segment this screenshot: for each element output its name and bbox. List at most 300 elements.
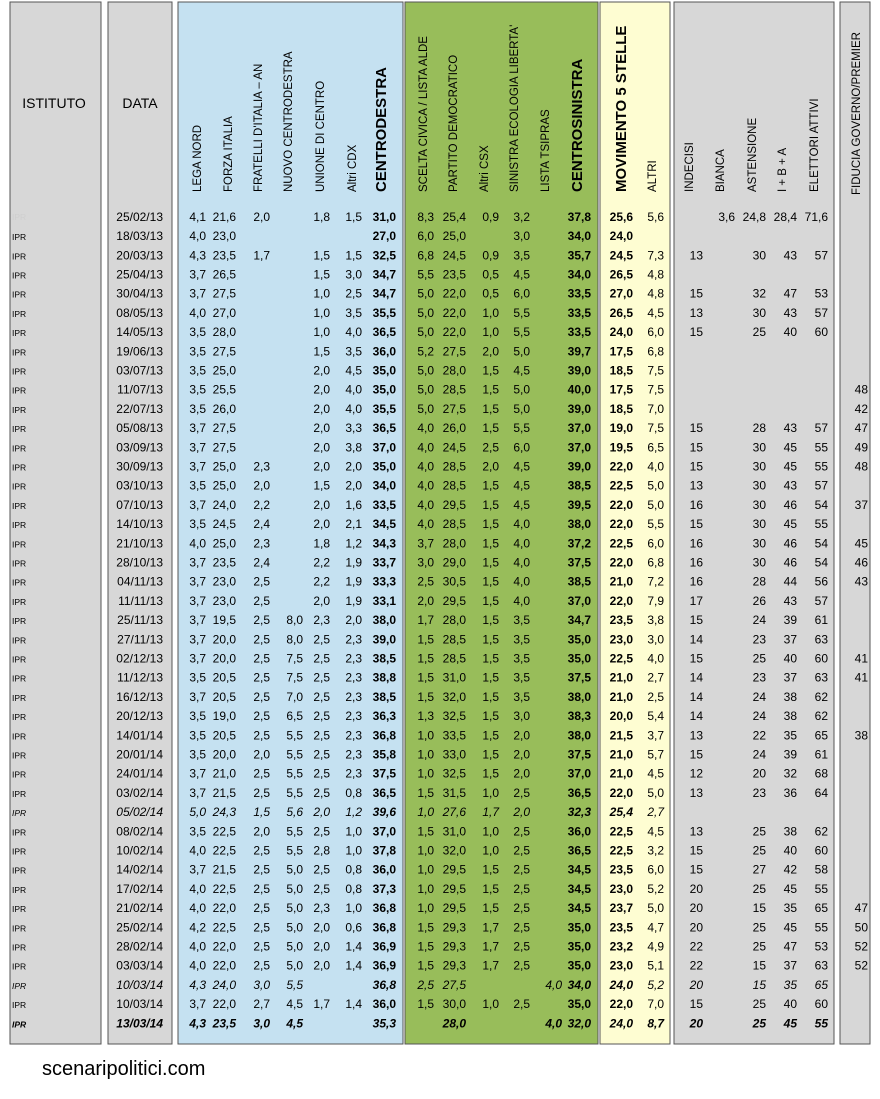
cell-istituto: IPR (12, 481, 27, 492)
cell-data: 25/02/14 (116, 920, 163, 935)
cell-elettori-attivi: 63 (814, 632, 828, 647)
header-bianca: BIANCA (715, 149, 727, 192)
cell-unione-di-centro: 2,5 (313, 728, 330, 743)
cell-elettori-attivi: 62 (814, 824, 828, 839)
cell-elettori-attivi: 61 (814, 613, 828, 628)
cell-unione-di-centro: 2,0 (313, 382, 330, 397)
cell-forza-italia: 20,0 (212, 651, 236, 666)
cell-altri-csx: 1,5 (482, 536, 499, 551)
cell-partito-democratico: 29,3 (442, 958, 466, 973)
cell-nuovo-centrodestra: 5,5 (286, 977, 303, 992)
cell-sel: 2,5 (513, 843, 530, 858)
cell-scelta-civica: 1,0 (417, 766, 434, 781)
cell-unione-di-centro: 2,5 (313, 632, 330, 647)
cell-altri-csx: 1,5 (482, 881, 499, 896)
cell-iba: 40 (783, 325, 797, 340)
cell-scelta-civica: 4,0 (417, 421, 434, 436)
cell-sel: 5,5 (513, 325, 530, 340)
cell-m5s: 18,5 (609, 401, 633, 416)
cell-altri-cdx: 0,6 (345, 920, 362, 935)
cell-altri-cdx: 1,6 (345, 497, 362, 512)
cell-forza-italia: 22,0 (212, 901, 236, 916)
cell-altri-cdx: 3,8 (345, 440, 362, 455)
cell-unione-di-centro: 2,5 (313, 689, 330, 704)
cell-sel: 2,5 (513, 920, 530, 935)
cell-centrosinistra: 37,0 (567, 421, 591, 436)
cell-scelta-civica: 5,5 (417, 267, 434, 282)
cell-centrosinistra: 38,3 (567, 709, 591, 724)
cell-data: 03/09/13 (116, 440, 163, 455)
cell-centrodestra: 36,9 (372, 958, 396, 973)
cell-scelta-civica: 2,5 (417, 574, 434, 589)
cell-scelta-civica: 5,0 (417, 325, 434, 340)
cell-centrodestra: 34,7 (372, 267, 396, 282)
cell-lega-nord: 3,5 (189, 325, 206, 340)
cell-forza-italia: 24,3 (212, 805, 236, 820)
cell-altri-cdx: 0,8 (345, 862, 362, 877)
cell-fiducia: 48 (854, 382, 868, 397)
cell-altri-cdx: 4,0 (345, 325, 362, 340)
cell-partito-democratico: 27,5 (442, 344, 466, 359)
cell-indecisi: 20 (689, 901, 703, 916)
cell-istituto: IPR (12, 443, 27, 454)
cell-m5s: 25,4 (609, 805, 633, 820)
cell-istituto: IPR (12, 788, 27, 799)
cell-centrodestra: 35,0 (372, 382, 396, 397)
cell-centrosinistra: 35,0 (567, 939, 591, 954)
cell-unione-di-centro: 2,0 (313, 939, 330, 954)
cell-altri-csx: 1,7 (482, 920, 499, 935)
cell-iba: 35 (783, 728, 797, 743)
cell-iba: 37 (783, 670, 797, 685)
cell-fratelli-italia: 2,3 (253, 536, 270, 551)
cell-centrodestra: 39,6 (372, 805, 396, 820)
cell-istituto: IPR (12, 692, 27, 703)
cell-lega-nord: 4,0 (189, 958, 206, 973)
cell-fratelli-italia: 2,5 (253, 632, 270, 647)
cell-scelta-civica: 1,5 (417, 670, 434, 685)
cell-lega-nord: 3,7 (189, 997, 206, 1012)
cell-fratelli-italia: 2,2 (253, 497, 270, 512)
cell-altri-cdx: 1,0 (345, 824, 362, 839)
cell-nuovo-centrodestra: 5,5 (286, 747, 303, 762)
cell-altri: 7,2 (647, 574, 664, 589)
cell-forza-italia: 24,0 (212, 977, 236, 992)
cell-unione-di-centro: 2,5 (313, 766, 330, 781)
cell-elettori-attivi: 54 (814, 497, 828, 512)
cell-istituto: IPR (12, 923, 27, 934)
cell-partito-democratico: 28,0 (442, 613, 466, 628)
cell-astensione: 26 (752, 593, 766, 608)
cell-fratelli-italia: 2,4 (253, 555, 270, 570)
cell-altri-cdx: 1,2 (345, 536, 362, 551)
cell-astensione: 30 (752, 440, 766, 455)
cell-data: 16/12/13 (116, 689, 163, 704)
cell-altri: 6,5 (647, 440, 664, 455)
cell-indecisi: 14 (689, 670, 703, 685)
cell-scelta-civica: 6,8 (417, 248, 434, 263)
cell-sel: 2,5 (513, 958, 530, 973)
cell-unione-di-centro: 1,5 (313, 267, 330, 282)
cell-scelta-civica: 1,5 (417, 632, 434, 647)
cell-iba: 45 (783, 517, 797, 532)
cell-m5s: 18,5 (609, 363, 633, 378)
cell-partito-democratico: 31,5 (442, 785, 466, 800)
cell-elettori-attivi: 56 (814, 574, 828, 589)
cell-istituto: IPR (12, 289, 27, 300)
cell-m5s: 24,0 (609, 325, 633, 340)
cell-data: 21/10/13 (116, 536, 163, 551)
cell-elettori-attivi: 58 (814, 862, 828, 877)
cell-m5s: 22,5 (609, 536, 633, 551)
cell-sel: 6,0 (513, 440, 530, 455)
cell-centrosinistra: 36,5 (567, 843, 591, 858)
cell-centrosinistra: 40,0 (567, 382, 591, 397)
cell-centrodestra: 31,0 (372, 209, 396, 224)
cell-partito-democratico: 28,5 (442, 517, 466, 532)
cell-astensione: 27 (752, 862, 766, 877)
cell-centrosinistra: 39,5 (567, 497, 591, 512)
cell-data: 08/02/14 (116, 824, 163, 839)
cell-m5s: 23,5 (609, 920, 633, 935)
cell-forza-italia: 27,5 (212, 421, 236, 436)
cell-data: 03/02/14 (116, 785, 163, 800)
header-altri-csx: Altri CSX (479, 145, 491, 192)
cell-astensione: 24,8 (742, 209, 766, 224)
cell-altri-cdx: 4,5 (345, 363, 362, 378)
cell-centrodestra: 39,0 (372, 632, 396, 647)
cell-fratelli-italia: 2,5 (253, 651, 270, 666)
cell-forza-italia: 20,5 (212, 670, 236, 685)
cell-data: 14/05/13 (116, 325, 163, 340)
cell-istituto: IPR (12, 596, 27, 607)
cell-istituto: IPR (12, 520, 27, 531)
cell-centrosinistra: 37,0 (567, 440, 591, 455)
cell-elettori-attivi: 68 (814, 766, 828, 781)
cell-forza-italia: 26,5 (212, 267, 236, 282)
cell-altri: 7,5 (647, 363, 664, 378)
cell-data: 14/02/14 (116, 862, 163, 877)
cell-scelta-civica: 1,5 (417, 689, 434, 704)
cell-altri-csx: 2,0 (482, 344, 499, 359)
cell-partito-democratico: 24,5 (442, 440, 466, 455)
cell-sel: 4,0 (513, 517, 530, 532)
cell-forza-italia: 22,0 (212, 958, 236, 973)
cell-indecisi: 22 (689, 939, 703, 954)
cell-altri-csx: 0,5 (482, 286, 499, 301)
cell-m5s: 23,0 (609, 632, 633, 647)
cell-altri-csx: 1,5 (482, 709, 499, 724)
cell-centrodestra: 37,5 (372, 766, 396, 781)
cell-nuovo-centrodestra: 5,0 (286, 862, 303, 877)
cell-iba: 45 (783, 881, 797, 896)
cell-altri: 6,8 (647, 555, 664, 570)
cell-centrosinistra: 34,7 (567, 613, 591, 628)
cell-astensione: 25 (752, 1016, 766, 1031)
cell-data: 21/02/14 (116, 901, 163, 916)
cell-lega-nord: 3,7 (189, 651, 206, 666)
cell-scelta-civica: 1,0 (417, 728, 434, 743)
cell-elettori-attivi: 63 (814, 958, 828, 973)
cell-lega-nord: 3,7 (189, 593, 206, 608)
cell-centrosinistra: 39,0 (567, 401, 591, 416)
cell-nuovo-centrodestra: 5,0 (286, 881, 303, 896)
cell-data: 30/04/13 (116, 286, 163, 301)
cell-forza-italia: 23,5 (212, 555, 236, 570)
cell-unione-di-centro: 2,2 (313, 555, 330, 570)
cell-sel: 2,5 (513, 997, 530, 1012)
cell-centrodestra: 36,5 (372, 325, 396, 340)
cell-unione-di-centro: 2,0 (313, 517, 330, 532)
cell-unione-di-centro: 2,5 (313, 881, 330, 896)
cell-altri: 7,3 (647, 248, 664, 263)
cell-altri-csx: 1,0 (482, 824, 499, 839)
cell-altri-cdx: 1,9 (345, 574, 362, 589)
cell-istituto: IPR (12, 654, 27, 665)
cell-m5s: 19,0 (609, 421, 633, 436)
cell-sel: 3,5 (513, 613, 530, 628)
cell-partito-democratico: 28,5 (442, 632, 466, 647)
cell-altri: 5,0 (647, 785, 664, 800)
cell-scelta-civica: 1,0 (417, 805, 434, 820)
cell-centrosinistra: 37,0 (567, 766, 591, 781)
cell-lega-nord: 3,5 (189, 363, 206, 378)
cell-altri-csx: 1,5 (482, 651, 499, 666)
cell-istituto: IPR (12, 712, 27, 723)
cell-altri: 3,2 (647, 843, 664, 858)
cell-elettori-attivi: 53 (814, 286, 828, 301)
cell-unione-di-centro: 2,5 (313, 709, 330, 724)
cell-altri-csx: 1,5 (482, 382, 499, 397)
cell-fratelli-italia: 2,5 (253, 593, 270, 608)
cell-centrosinistra: 35,0 (567, 958, 591, 973)
header-nuovo-centrodestra: NUOVO CENTRODESTRA (283, 51, 295, 192)
cell-data: 30/09/13 (116, 459, 163, 474)
cell-scelta-civica: 1,5 (417, 785, 434, 800)
cell-partito-democratico: 29,3 (442, 939, 466, 954)
cell-forza-italia: 27,5 (212, 440, 236, 455)
cell-iba: 39 (783, 747, 797, 762)
cell-altri-csx: 1,0 (482, 785, 499, 800)
cell-data: 13/03/14 (116, 1016, 163, 1031)
cell-partito-democratico: 22,0 (442, 325, 466, 340)
cell-partito-democratico: 32,0 (442, 689, 466, 704)
cell-istituto: IPR (12, 750, 27, 761)
cell-fiducia: 42 (854, 401, 868, 416)
cell-forza-italia: 19,5 (212, 613, 236, 628)
cell-forza-italia: 22,5 (212, 881, 236, 896)
cell-scelta-civica: 1,5 (417, 920, 434, 935)
cell-elettori-attivi: 54 (814, 555, 828, 570)
cell-forza-italia: 21,5 (212, 785, 236, 800)
cell-scelta-civica: 1,7 (417, 613, 434, 628)
cell-unione-di-centro: 2,3 (313, 613, 330, 628)
cell-nuovo-centrodestra: 7,5 (286, 651, 303, 666)
cell-unione-di-centro: 2,5 (313, 747, 330, 762)
cell-altri-csx: 1,0 (482, 997, 499, 1012)
header-centrodestra: CENTRODESTRA (373, 66, 390, 192)
cell-centrosinistra: 37,0 (567, 593, 591, 608)
cell-indecisi: 13 (689, 785, 703, 800)
cell-data: 19/06/13 (116, 344, 163, 359)
cell-unione-di-centro: 1,8 (313, 536, 330, 551)
cell-unione-di-centro: 2,0 (313, 805, 330, 820)
cell-astensione: 28 (752, 421, 766, 436)
cell-data: 05/08/13 (116, 421, 163, 436)
cell-altri-csx: 0,5 (482, 267, 499, 282)
cell-altri: 8,7 (647, 1016, 664, 1031)
cell-lega-nord: 3,7 (189, 574, 206, 589)
cell-elettori-attivi: 57 (814, 593, 828, 608)
cell-scelta-civica: 5,0 (417, 305, 434, 320)
cell-elettori-attivi: 62 (814, 709, 828, 724)
cell-centrodestra: 34,5 (372, 517, 396, 532)
cell-elettori-attivi: 57 (814, 248, 828, 263)
cell-indecisi: 13 (689, 728, 703, 743)
cell-altri-cdx: 1,4 (345, 958, 362, 973)
cell-altri: 7,5 (647, 382, 664, 397)
cell-astensione: 23 (752, 785, 766, 800)
cell-centrosinistra: 39,0 (567, 459, 591, 474)
cell-lega-nord: 3,5 (189, 517, 206, 532)
cell-altri-csx: 1,5 (482, 363, 499, 378)
cell-scelta-civica: 4,0 (417, 517, 434, 532)
cell-centrosinistra: 35,0 (567, 651, 591, 666)
cell-iba: 36 (783, 785, 797, 800)
cell-m5s: 26,5 (609, 305, 633, 320)
cell-centrosinistra: 33,5 (567, 325, 591, 340)
cell-centrosinistra: 39,7 (567, 344, 591, 359)
cell-altri: 5,2 (647, 977, 664, 992)
cell-indecisi: 16 (689, 574, 703, 589)
cell-astensione: 25 (752, 651, 766, 666)
cell-partito-democratico: 25,0 (442, 229, 466, 244)
cell-indecisi: 13 (689, 305, 703, 320)
cell-centrosinistra: 32,0 (567, 1016, 591, 1031)
cell-astensione: 22 (752, 728, 766, 743)
cell-fratelli-italia: 2,5 (253, 785, 270, 800)
cell-nuovo-centrodestra: 5,5 (286, 843, 303, 858)
cell-elettori-attivi: 55 (814, 920, 828, 935)
cell-data: 20/03/13 (116, 248, 163, 263)
cell-astensione: 28 (752, 574, 766, 589)
cell-centrodestra: 35,5 (372, 401, 396, 416)
header-iba: I + B + A (777, 147, 789, 192)
header-indecisi: INDECISI (684, 142, 696, 192)
cell-altri-cdx: 3,0 (345, 267, 362, 282)
cell-unione-di-centro: 2,3 (313, 901, 330, 916)
cell-scelta-civica: 3,0 (417, 555, 434, 570)
cell-altri: 6,0 (647, 325, 664, 340)
header-istituto: ISTITUTO (22, 95, 86, 111)
cell-partito-democratico: 29,3 (442, 920, 466, 935)
cell-sel: 2,0 (513, 747, 530, 762)
cell-iba: 44 (783, 574, 797, 589)
cell-altri-cdx: 1,5 (345, 209, 362, 224)
cell-indecisi: 17 (689, 593, 703, 608)
cell-elettori-attivi: 64 (814, 785, 828, 800)
cell-centrodestra: 36,8 (372, 728, 396, 743)
cell-fratelli-italia: 2,0 (253, 478, 270, 493)
cell-unione-di-centro: 1,5 (313, 478, 330, 493)
cell-unione-di-centro: 1,0 (313, 325, 330, 340)
cell-altri-cdx: 2,5 (345, 286, 362, 301)
cell-centrosinistra: 34,5 (567, 901, 591, 916)
cell-m5s: 25,6 (609, 209, 633, 224)
cell-fratelli-italia: 2,0 (253, 209, 270, 224)
cell-unione-di-centro: 2,0 (313, 459, 330, 474)
cell-centrosinistra: 35,7 (567, 248, 591, 263)
cell-unione-di-centro: 1,8 (313, 209, 330, 224)
cell-m5s: 26,5 (609, 267, 633, 282)
cell-astensione: 32 (752, 286, 766, 301)
cell-forza-italia: 22,5 (212, 920, 236, 935)
cell-elettori-attivi: 71,6 (804, 209, 828, 224)
cell-fiducia: 52 (854, 958, 868, 973)
cell-lega-nord: 3,5 (189, 670, 206, 685)
cell-iba: 43 (783, 421, 797, 436)
cell-altri-csx: 1,5 (482, 670, 499, 685)
cell-astensione: 25 (752, 997, 766, 1012)
cell-fratelli-italia: 2,0 (253, 824, 270, 839)
cell-elettori-attivi: 61 (814, 747, 828, 762)
cell-lega-nord: 4,2 (189, 920, 206, 935)
cell-unione-di-centro: 1,5 (313, 248, 330, 263)
cell-unione-di-centro: 2,0 (313, 497, 330, 512)
cell-centrodestra: 37,0 (372, 824, 396, 839)
cell-m5s: 21,0 (609, 689, 633, 704)
cell-altri-cdx: 2,3 (345, 689, 362, 704)
cell-fiducia: 50 (854, 920, 868, 935)
cell-altri-cdx: 2,3 (345, 728, 362, 743)
cell-forza-italia: 25,0 (212, 363, 236, 378)
cell-partito-democratico: 32,0 (442, 843, 466, 858)
cell-sel: 2,5 (513, 824, 530, 839)
cell-unione-di-centro: 2,0 (313, 920, 330, 935)
cell-elettori-attivi: 63 (814, 670, 828, 685)
cell-data: 02/12/13 (116, 651, 163, 666)
cell-istituto: IPR (12, 808, 27, 819)
cell-istituto: IPR (12, 904, 27, 915)
cell-centrosinistra: 35,0 (567, 997, 591, 1012)
cell-altri-cdx: 2,3 (345, 709, 362, 724)
cell-data: 03/03/14 (116, 958, 163, 973)
cell-data: 22/07/13 (116, 401, 163, 416)
cell-centrodestra: 35,0 (372, 459, 396, 474)
cell-m5s: 21,0 (609, 766, 633, 781)
cell-fiducia: 41 (854, 651, 868, 666)
cell-centrodestra: 38,0 (372, 613, 396, 628)
cell-altri-csx: 1,5 (482, 497, 499, 512)
cell-lega-nord: 3,7 (189, 286, 206, 301)
cell-elettori-attivi: 62 (814, 689, 828, 704)
cell-centrosinistra: 39,0 (567, 363, 591, 378)
cell-unione-di-centro: 1,5 (313, 344, 330, 359)
cell-centrodestra: 36,0 (372, 344, 396, 359)
cell-unione-di-centro: 2,0 (313, 421, 330, 436)
cell-sel: 4,0 (513, 536, 530, 551)
cell-altri-cdx: 0,8 (345, 881, 362, 896)
cell-iba: 39 (783, 613, 797, 628)
cell-partito-democratico: 28,5 (442, 651, 466, 666)
cell-altri-cdx: 3,5 (345, 344, 362, 359)
cell-centrosinistra: 37,5 (567, 555, 591, 570)
cell-iba: 40 (783, 997, 797, 1012)
cell-forza-italia: 27,5 (212, 344, 236, 359)
cell-m5s: 24,0 (609, 977, 633, 992)
cell-altri: 5,0 (647, 901, 664, 916)
cell-indecisi: 13 (689, 248, 703, 263)
